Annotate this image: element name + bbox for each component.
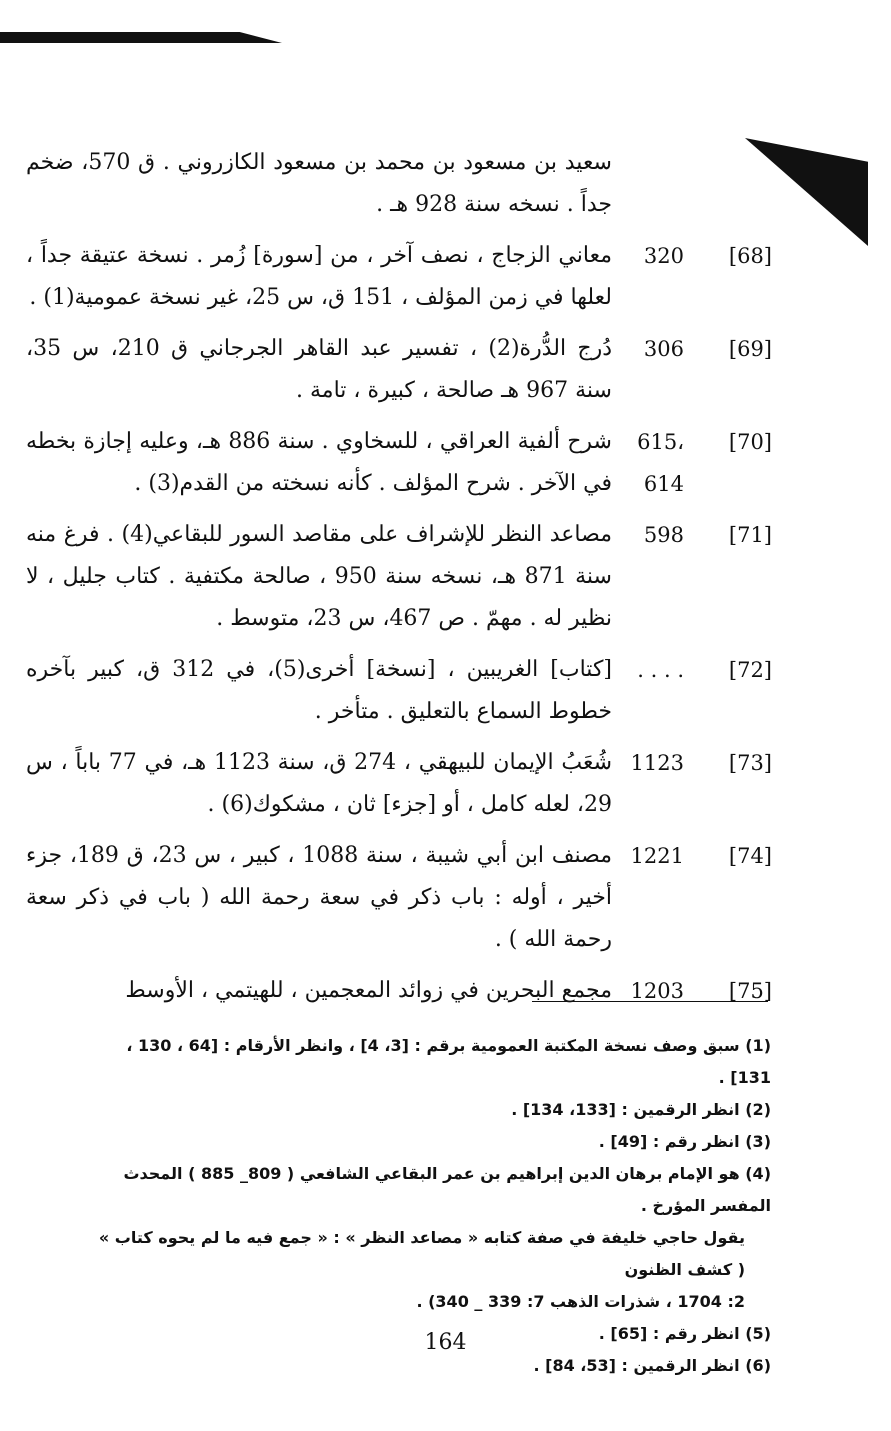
manuscript-number-value: 320 <box>643 244 684 268</box>
entry-description: مجمع البحرين في زوائد المعجمين ، للهيتمي ، الأوسط <box>125 978 612 1003</box>
entry-id: [72] <box>728 658 772 682</box>
catalog-entry <box>26 514 772 640</box>
footnote-line: (4) هو الإمام برهان الدين إبراهيم بن عمر البقاعي الشافعي ( 809_ 885 ) المحدث المفسر المؤرخ . <box>123 1164 771 1215</box>
manuscript-number-value: 598 <box>643 523 684 547</box>
entry-description: [كتاب] الغريبين ، [نسخة] أخرى(5)، في 312 ق، كبير بآخره خطوط السماع بالتعليق . متأخر . <box>26 657 612 724</box>
manuscript-number <box>612 514 684 556</box>
entry-description: شرح ألفية العراقي ، للسخاوي . سنة 886 هـ، وعليه إجازة بخطه في الآخر . شرح المؤلف . كأنه نسخته من القدم(3) . <box>26 429 612 496</box>
catalog-entry <box>26 235 772 319</box>
entry-id: [73] <box>728 751 772 775</box>
footnote-line: (3) انظر رقم : [49] . <box>598 1132 771 1151</box>
footnote-line: (2) انظر الرقمين : [133، 134] . <box>511 1100 771 1119</box>
footnote-line: (1) سبق وصف نسخة المكتبة العمومية برقم : [3، 4] ، وانظر الأرقام : [64 ، 130 ، 131] . <box>126 1036 771 1087</box>
footnote-line: (5) انظر رقم : [65] . <box>598 1324 771 1343</box>
catalog-entry <box>26 970 772 1012</box>
entry-description: مصاعد النظر للإشراف على مقاصد السور للبقاعي(4) . فرغ منه سنة 871 هـ، نسخه سنة 950 ، صالحة مكتفية . كتاب جليل ، لا نظير له . مهمّ . ص 467، س 23، متوسط . <box>26 522 612 631</box>
page-number: 164 <box>424 1330 467 1355</box>
entry-id: [74] <box>728 844 772 868</box>
footnote-line: (6) انظر الرقمين : [53، 84] . <box>533 1356 771 1375</box>
manuscript-number-value: . . . . <box>637 658 684 682</box>
manuscript-number-value: 614 <box>643 472 684 496</box>
entry-description: مصنف ابن أبي شيبة ، سنة 1088 ، كبير ، س 23، ق 189، جزء أخير ، أوله : باب ذكر في سعة رحمة الله ( باب في ذكر سعة رحمة الله ) . <box>26 843 612 952</box>
footnote <box>95 1126 771 1158</box>
catalog-entry <box>26 142 772 226</box>
manuscript-number <box>612 835 684 877</box>
manuscript-number-value: 615، <box>637 430 684 454</box>
entry-description: دُرج الدُّرة(2) ، تفسير عبد القاهر الجرجاني ق 210، س 35، سنة 967 هـ صالحة ، كبيرة ، تامة . <box>26 336 612 403</box>
entry-id: [69] <box>728 337 772 361</box>
manuscript-number-value: 306 <box>643 337 684 361</box>
footnote <box>95 1094 771 1126</box>
manuscript-number <box>612 970 684 1012</box>
header-rule <box>0 32 282 43</box>
footnote-line: يقول حاجي خليفة في صفة كتابه « مصاعد النظر » : « جمع فيه ما لم يحوه كتاب » ( كشف الظنون <box>98 1228 745 1279</box>
entry-id: [71] <box>728 523 772 547</box>
catalog-entries <box>26 142 772 1021</box>
manuscript-number-value: 1123 <box>630 751 684 775</box>
manuscript-number <box>612 649 684 691</box>
entry-description: شُعَبُ الإيمان للبيهقي ، 274 ق، سنة 1123 هـ، في 77 باباً ، س 29، لعله كامل ، أو [جزء] ثان ، مشكوك(6) . <box>26 750 613 817</box>
manuscript-number <box>612 742 684 784</box>
catalog-entry <box>26 742 772 826</box>
entry-id: [68] <box>728 244 772 268</box>
footnote-line: 2: 1704 ، شذرات الذهب 7: 339 _ 340) . <box>416 1292 745 1311</box>
footnote <box>95 1030 771 1094</box>
entry-description: سعيد بن مسعود بن محمد بن مسعود الكازروني . ق 570، ضخم جداً . نسخه سنة 928 هـ . <box>26 150 612 217</box>
catalog-entry <box>26 421 772 505</box>
entry-id: [75] <box>728 979 772 1003</box>
catalog-entry <box>26 328 772 412</box>
manuscript-number-value: 1221 <box>630 844 684 868</box>
manuscript-number <box>612 328 684 370</box>
catalog-entry <box>26 649 772 733</box>
manuscript-number <box>612 421 684 505</box>
footnote <box>95 1158 771 1318</box>
catalog-entry <box>26 835 772 961</box>
entry-id: [70] <box>728 430 772 454</box>
entry-description: معاني الزجاج ، نصف آخر ، من [سورة] زُمر . نسخة عتيقة جداً ، لعلها في زمن المؤلف ، 151 ق، س 25، غير نسخة عمومية(1) . <box>26 243 612 310</box>
manuscript-number-value: 1203 <box>630 979 684 1003</box>
footnote-separator <box>532 1001 768 1002</box>
manuscript-number <box>612 235 684 277</box>
